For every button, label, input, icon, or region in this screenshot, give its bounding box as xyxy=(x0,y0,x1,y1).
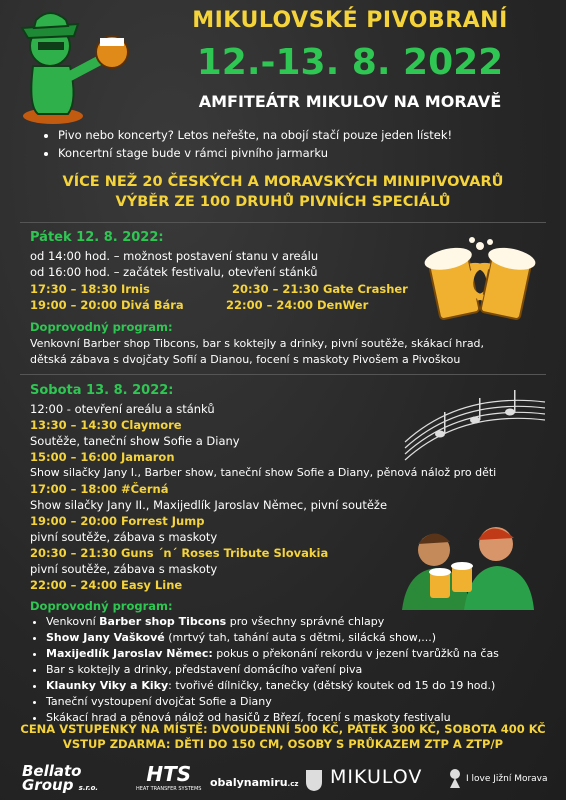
obalynamiru-logo: obalynamiru.cz xyxy=(210,776,299,789)
sponsor-logos xyxy=(0,760,566,800)
hts-logo: HTS HEAT TRANSFER SYSTEMS xyxy=(136,762,202,792)
saturday-item: pivní soutěže, zábava s maskoty xyxy=(30,562,218,576)
price-line: CENA VSTUPENKY NA MÍSTĚ: DVOUDENNÍ 500 KČ, PÁTEK 300 KČ, SOBOTA 400 KČ xyxy=(20,722,546,736)
price-line: VSTUP ZDARMA: DĚTI DO 150 CM, OSOBY S PRŮKAZEM ZTP A ZTP/P xyxy=(62,737,504,751)
saturday-title: Sobota 13. 8. 2022: xyxy=(30,383,174,398)
saturday-item: 12:00 - otevření areálu a stánků xyxy=(30,402,215,416)
ilove-text: I love Jižní Morava xyxy=(466,774,548,784)
saturday-item: 20:30 – 21:30 Guns ´n´ Roses Tribute Slovakia xyxy=(30,546,329,560)
event-date: 12.-13. 8. 2022 xyxy=(196,42,504,83)
event-venue: AMFITEÁTR MIKULOV NA MORAVĚ xyxy=(198,92,502,111)
friday-line: od 14:00 hod. – možnost postavení stanu v areálu xyxy=(30,249,319,263)
saturday-item: Show silačky Jany I., Barber show, taneční show Sofie a Diany, pěnová nálož pro děti xyxy=(30,466,497,479)
headline-line: VÍCE NEŽ 20 ČESKÝCH A MORAVSKÝCH MINIPIVOVARŮ xyxy=(62,174,504,190)
friday-program-item: 19:00 – 20:00 Divá Bára xyxy=(30,298,184,312)
friday-section xyxy=(30,230,164,245)
cheering-men-illustration xyxy=(392,510,542,610)
headline-line: VÝBĚR ZE 100 DRUHŮ PIVNÍCH SPECIÁLŮ xyxy=(115,194,451,210)
mikulov-logo xyxy=(304,768,324,792)
friday-program-item: 22:00 – 24:00 DenWer xyxy=(226,298,369,312)
friday-title: Pátek 12. 8. 2022: xyxy=(30,230,164,245)
page-title: MIKULOVSKÉ PIVOBRANÍ xyxy=(192,8,508,33)
ilove-logo xyxy=(447,768,463,788)
side-list-item: • Maxijedlík Jaroslav Němec: pokus o překonání rekordu v jezení tvarůžků na čas xyxy=(46,646,560,662)
beer-mugs-icon xyxy=(420,236,540,326)
friday-program-item: 20:30 – 21:30 Gate Crasher xyxy=(232,282,408,296)
saturday-item: 13:30 – 14:30 Claymore xyxy=(30,418,182,432)
saturday-item: 22:00 – 24:00 Easy Line xyxy=(30,578,183,592)
divider xyxy=(20,222,546,223)
friday-side-text: Venkovní Barber shop Tibcons, bar s koktejly a drinky, pivní soutěže, skákací hrad, xyxy=(30,337,485,350)
music-notes-icon xyxy=(400,382,550,462)
ticket-price xyxy=(20,722,546,752)
saturday-item: 17:00 – 18:00 #Černá xyxy=(30,482,169,496)
intro-item: • Pivo nebo koncerty? Letos neřešte, na obojí stačí pouze jeden lístek! xyxy=(58,126,452,144)
side-list-item: • Skákací hrad a pěnová nálož od hasičů z Březí, focení s maskoty festivalu xyxy=(46,710,560,726)
side-list-item: • Klaunky Viky a Kiky: tvořivé dílničky, tanečky (dětský koutek od 15 do 19 hod.) xyxy=(46,678,560,694)
mikulov-text: MIKULOV xyxy=(330,766,423,788)
saturday-item: pivní soutěže, zábava s maskoty xyxy=(30,530,218,544)
saturday-item: Soutěže, taneční show Sofie a Diany xyxy=(30,434,240,448)
friday-side-text: dětská zábava s dvojčaty Sofií a Dianou, focení s maskoty Pivošem a Pivoškou xyxy=(30,353,461,366)
saturday-item: Show silačky Jany II., Maxijedlík Jaroslav Němec, pivní soutěže xyxy=(30,498,388,512)
friday-program-item: 17:30 – 18:30 Irnis xyxy=(30,282,150,296)
intro-list xyxy=(40,126,452,162)
saturday-side-list xyxy=(30,614,560,726)
side-list-item: • Venkovní Barber shop Tibcons pro všechny správné chlapy xyxy=(46,614,560,630)
divider xyxy=(20,374,546,375)
bellato-logo: Bellato Group s.r.o. xyxy=(22,762,99,794)
intro-item: • Koncertní stage bude v rámci pivního jarmarku xyxy=(58,144,452,162)
saturday-item: 19:00 – 20:00 Forrest Jump xyxy=(30,514,205,528)
side-list-item: • Show Jany Vaškové (mrtvý tah, tahání auta s dětmi, silácká show,...) xyxy=(46,630,560,646)
side-list-item: • Bar s koktejly a drinky, představení domácího vaření piva xyxy=(46,662,560,678)
saturday-item: 15:00 – 16:00 Jamaron xyxy=(30,450,175,464)
mascot-illustration xyxy=(8,6,138,126)
saturday-side-title: Doprovodný program: xyxy=(30,599,173,613)
friday-line: od 16:00 hod. – začátek festivalu, otevření stánků xyxy=(30,265,318,279)
friday-side-title: Doprovodný program: xyxy=(30,320,173,334)
headline xyxy=(20,172,546,212)
side-list-item: • Taneční vystoupení dvojčat Sofie a Diany xyxy=(46,694,560,710)
